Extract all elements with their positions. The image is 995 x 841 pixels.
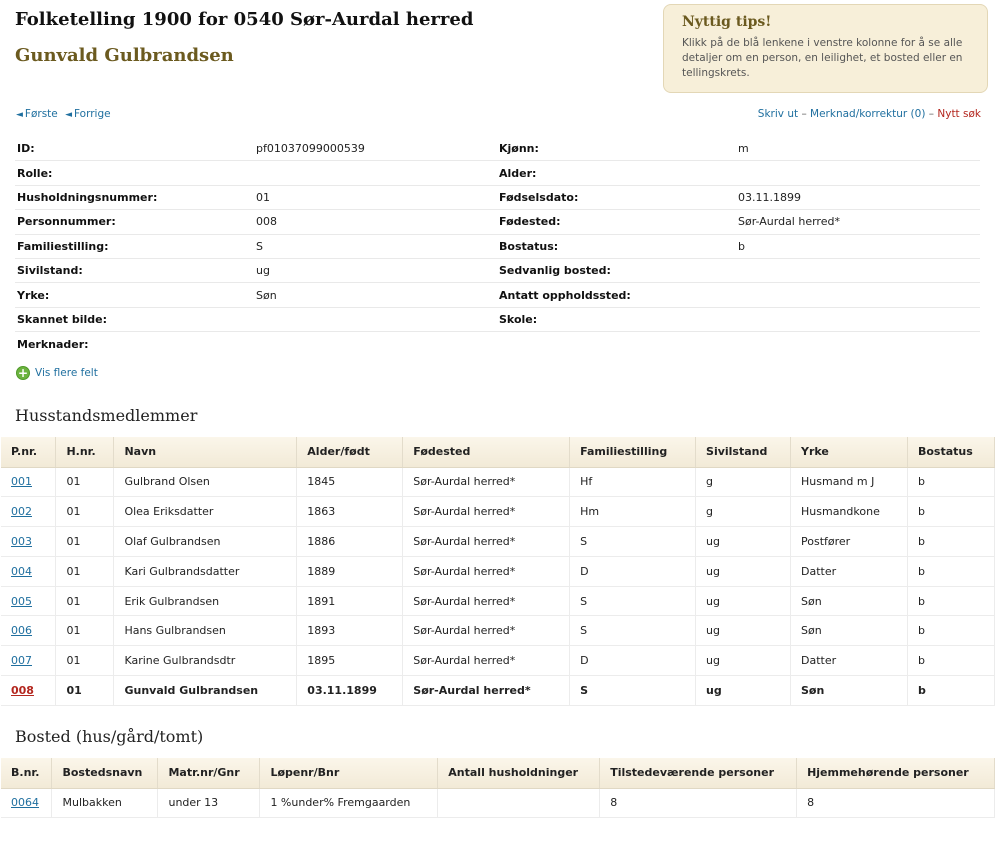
table-cell: ug xyxy=(696,556,791,586)
table-cell: Søn xyxy=(791,616,908,646)
field-row xyxy=(15,161,980,185)
person-link[interactable]: 008 xyxy=(11,683,34,697)
field-label-person-number: Personnummer: xyxy=(15,210,256,234)
table-cell: Gulbrand Olsen xyxy=(114,467,297,497)
residence-section-title: Bosted (hus/gård/tomt) xyxy=(15,727,204,746)
column-header: Alder/født xyxy=(297,437,403,467)
field-label-occupation: Yrke: xyxy=(15,283,256,307)
table-cell: Hm xyxy=(570,497,696,527)
table-cell: Sør-Aurdal herred* xyxy=(403,586,570,616)
table-cell: Karine Gulbrandsdtr xyxy=(114,646,297,676)
person-link[interactable]: 002 xyxy=(11,505,32,519)
triangle-left-icon: ◄ xyxy=(16,110,23,120)
table-cell: S xyxy=(570,676,696,706)
residence-table xyxy=(1,758,995,818)
table-cell: Mulbakken xyxy=(52,788,158,818)
field-value-birth-place: Sør-Aurdal herred* xyxy=(738,210,980,234)
table-cell-id xyxy=(1,676,56,706)
field-label-kjonn: Kjønn: xyxy=(497,137,738,161)
field-row xyxy=(15,210,980,234)
person-fields xyxy=(15,137,980,357)
field-label-rolle: Rolle: xyxy=(15,161,256,185)
person-link[interactable]: 004 xyxy=(11,564,32,578)
table-row xyxy=(1,527,995,557)
table-cell: b xyxy=(907,676,994,706)
table-cell: Olea Eriksdatter xyxy=(114,497,297,527)
field-value-remarks xyxy=(256,332,497,356)
table-header-row xyxy=(1,437,995,467)
field-value-birth-date: 03.11.1899 xyxy=(738,186,980,210)
person-link[interactable]: 006 xyxy=(11,624,32,638)
show-more-fields-label: Vis flere felt xyxy=(35,367,98,379)
action-links xyxy=(758,108,981,120)
person-link[interactable]: 007 xyxy=(11,654,32,668)
table-cell: Søn xyxy=(791,676,908,706)
table-cell: 01 xyxy=(56,586,114,616)
table-cell-id xyxy=(1,586,56,616)
table-cell: b xyxy=(907,527,994,557)
field-label-scanned-image: Skannet bilde: xyxy=(15,308,256,332)
table-cell: 1893 xyxy=(297,616,403,646)
previous-link[interactable] xyxy=(65,108,111,120)
table-row xyxy=(1,467,995,497)
first-label: Første xyxy=(24,108,58,120)
field-label-residence-status: Bostatus: xyxy=(497,235,738,259)
field-label-marital-status: Sivilstand: xyxy=(15,259,256,283)
table-cell: Søn xyxy=(791,586,908,616)
table-cell: Gunvald Gulbrandsen xyxy=(114,676,297,706)
table-cell: 1895 xyxy=(297,646,403,676)
table-cell-id xyxy=(1,527,56,557)
table-cell: b xyxy=(907,646,994,676)
field-row xyxy=(15,235,980,259)
table-cell: Sør-Aurdal herred* xyxy=(403,646,570,676)
table-cell: 03.11.1899 xyxy=(297,676,403,706)
table-cell: under 13 xyxy=(158,788,260,818)
table-cell: 1863 xyxy=(297,497,403,527)
table-cell-id xyxy=(1,646,56,676)
table-cell: Datter xyxy=(791,646,908,676)
tips-title: Nyttig tips! xyxy=(682,14,772,30)
table-cell: 01 xyxy=(56,527,114,557)
table-cell: 1845 xyxy=(297,467,403,497)
person-link[interactable]: 005 xyxy=(11,594,32,608)
print-link[interactable]: Skriv ut xyxy=(757,108,799,120)
table-row xyxy=(1,646,995,676)
column-header: Yrke xyxy=(791,437,908,467)
table-cell: g xyxy=(696,497,791,527)
plus-circle-icon: + xyxy=(17,366,29,380)
table-cell: 01 xyxy=(56,676,114,706)
separator: – xyxy=(928,108,935,120)
field-label-family-position: Familiestilling: xyxy=(15,235,256,259)
column-header: H.nr. xyxy=(56,437,114,467)
field-value-presumed-location xyxy=(738,283,980,307)
table-cell: Hans Gulbrandsen xyxy=(114,616,297,646)
triangle-left-icon: ◄ xyxy=(65,110,73,120)
table-cell-id xyxy=(1,556,56,586)
column-header: B.nr. xyxy=(1,758,52,788)
table-cell: Sør-Aurdal herred* xyxy=(403,616,570,646)
field-row xyxy=(15,137,980,161)
new-search-link[interactable]: Nytt søk xyxy=(937,108,981,120)
field-value-rolle xyxy=(256,161,497,185)
household-table xyxy=(1,437,995,706)
household-section-title: Husstandsmedlemmer xyxy=(15,406,198,425)
column-header: Familiestilling xyxy=(570,437,696,467)
table-row xyxy=(1,497,995,527)
field-row xyxy=(15,308,980,332)
table-cell: ug xyxy=(696,527,791,557)
table-cell: D xyxy=(570,646,696,676)
table-cell: 1886 xyxy=(297,527,403,557)
column-header: Sivilstand xyxy=(696,437,791,467)
table-cell-id xyxy=(1,497,56,527)
table-row xyxy=(1,616,995,646)
table-cell: ug xyxy=(696,616,791,646)
previous-label: Forrige xyxy=(74,108,111,120)
table-cell: b xyxy=(907,556,994,586)
table-cell: Husmandkone xyxy=(791,497,908,527)
column-header: Navn xyxy=(114,437,297,467)
table-header-row xyxy=(1,758,995,788)
field-value-usual-residence xyxy=(738,259,980,283)
field-value-occupation: Søn xyxy=(256,283,497,307)
table-cell: Olaf Gulbrandsen xyxy=(114,527,297,557)
column-header: Løpenr/Bnr xyxy=(260,758,438,788)
field-value-person-number: 008 xyxy=(256,210,497,234)
field-row xyxy=(15,332,980,356)
table-cell: Sør-Aurdal herred* xyxy=(403,527,570,557)
table-cell: 01 xyxy=(56,467,114,497)
column-header: P.nr. xyxy=(1,437,56,467)
tips-box xyxy=(663,4,988,93)
table-row xyxy=(1,676,995,706)
field-row xyxy=(15,259,980,283)
field-label-presumed-location: Antatt oppholdssted: xyxy=(497,283,738,307)
table-cell-id xyxy=(1,467,56,497)
table-cell: 8 xyxy=(600,788,797,818)
tips-text: Klikk på de blå lenkene i venstre kolonne for å se alle detaljer om en person, en leilighet, et bosted eller en tellingskrets. xyxy=(682,37,963,79)
table-cell: 01 xyxy=(56,497,114,527)
table-cell: Husmand m J xyxy=(791,467,908,497)
table-cell xyxy=(438,788,600,818)
page-title: Folketelling 1900 for 0540 Sør-Aurdal herred xyxy=(15,9,474,30)
field-value-marital-status: ug xyxy=(256,259,497,283)
table-cell: b xyxy=(907,586,994,616)
field-value-school xyxy=(738,308,980,332)
table-cell: S xyxy=(570,616,696,646)
table-row xyxy=(1,788,995,818)
field-label-birth-date: Fødselsdato: xyxy=(497,186,738,210)
table-cell-id xyxy=(1,788,52,818)
table-row xyxy=(1,586,995,616)
table-row xyxy=(1,556,995,586)
table-cell: Sør-Aurdal herred* xyxy=(403,556,570,586)
table-cell: b xyxy=(907,616,994,646)
table-cell: 01 xyxy=(56,616,114,646)
table-cell: Hf xyxy=(570,467,696,497)
table-cell: S xyxy=(570,527,696,557)
field-value-residence-status: b xyxy=(738,235,980,259)
field-row xyxy=(15,283,980,307)
table-cell: Erik Gulbrandsen xyxy=(114,586,297,616)
first-link[interactable] xyxy=(16,108,58,120)
person-link[interactable]: 003 xyxy=(11,534,32,548)
table-cell: S xyxy=(570,586,696,616)
field-label-remarks: Merknader: xyxy=(17,337,89,351)
table-cell: D xyxy=(570,556,696,586)
table-cell: Sør-Aurdal herred* xyxy=(403,497,570,527)
field-value-id: pf01037099000539 xyxy=(256,137,497,161)
person-link[interactable]: 001 xyxy=(11,475,32,489)
table-cell: 1889 xyxy=(297,556,403,586)
field-value-kjonn: m xyxy=(738,137,980,161)
column-header: Antall husholdninger xyxy=(438,758,600,788)
table-cell: 8 xyxy=(797,788,995,818)
field-value-household-number: 01 xyxy=(256,186,497,210)
table-cell: Kari Gulbrandsdatter xyxy=(114,556,297,586)
table-cell: Sør-Aurdal herred* xyxy=(403,467,570,497)
field-row xyxy=(15,186,980,210)
table-cell: 01 xyxy=(56,556,114,586)
column-header: Fødested xyxy=(403,437,570,467)
separator: – xyxy=(801,108,807,120)
column-header: Hjemmehørende personer xyxy=(797,758,995,788)
table-cell: Sør-Aurdal herred* xyxy=(403,676,570,706)
field-label-school: Skole: xyxy=(497,308,738,332)
table-cell: 01 xyxy=(56,646,114,676)
table-cell: ug xyxy=(696,646,791,676)
field-value-family-position: S xyxy=(256,235,497,259)
note-correction-link[interactable]: Merknad/korrektur (0) xyxy=(810,108,926,120)
field-value-alder xyxy=(738,161,980,185)
table-cell: 1891 xyxy=(297,586,403,616)
record-navigation xyxy=(16,108,115,120)
table-cell: b xyxy=(907,467,994,497)
table-cell: b xyxy=(907,497,994,527)
table-cell: Postfører xyxy=(791,527,908,557)
table-cell: Datter xyxy=(791,556,908,586)
table-cell-id xyxy=(1,616,56,646)
field-label-id: ID: xyxy=(15,137,256,161)
field-label-alder: Alder: xyxy=(497,161,738,185)
column-header: Bostatus xyxy=(907,437,994,467)
table-cell: 1 %under% Fremgaarden xyxy=(260,788,438,818)
field-label-usual-residence: Sedvanlig bosted: xyxy=(497,259,738,283)
show-more-fields-link[interactable] xyxy=(16,366,98,380)
field-label-birth-place: Fødested: xyxy=(497,210,738,234)
residence-link[interactable]: 0064 xyxy=(11,796,39,810)
table-cell: ug xyxy=(696,586,791,616)
table-cell: g xyxy=(696,467,791,497)
column-header: Bostedsnavn xyxy=(52,758,158,788)
table-cell: ug xyxy=(696,676,791,706)
column-header: Matr.nr/Gnr xyxy=(158,758,260,788)
person-name: Gunvald Gulbrandsen xyxy=(15,45,234,66)
column-header: Tilstedeværende personer xyxy=(600,758,797,788)
field-label-household-number: Husholdningsnummer: xyxy=(15,186,256,210)
field-value-scanned-image xyxy=(256,308,497,332)
